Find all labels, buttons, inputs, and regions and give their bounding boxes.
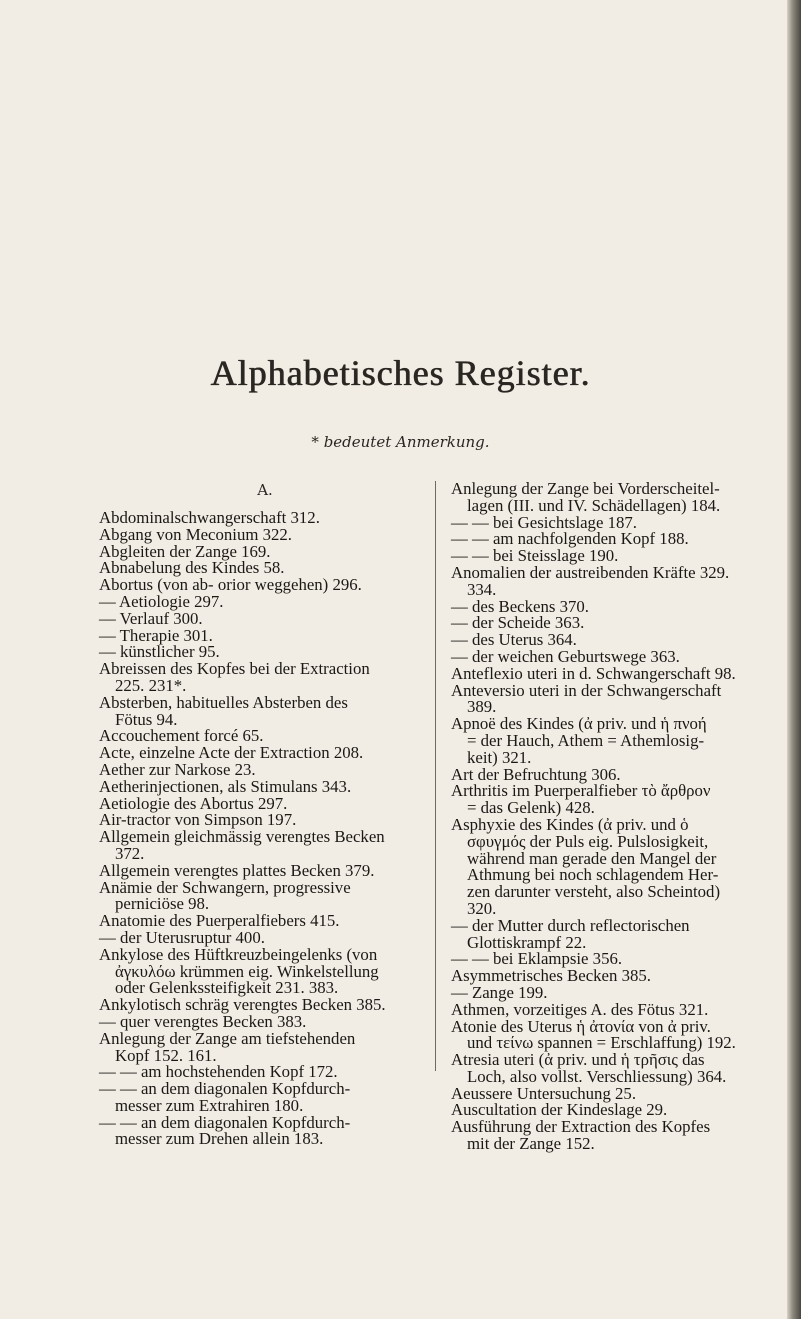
register-entry: = das Gelenk) 428. (467, 798, 595, 818)
register-entry: 372. (115, 843, 145, 863)
register-entry: Abgleiten der Zange 169. (99, 541, 271, 561)
register-entry: Atonie des Uterus ἡ ἀτονία von ἀ priv. (451, 1016, 711, 1036)
register-entry: — der Uterusruptur 400. (99, 927, 265, 947)
register-entry: Anatomie des Puerperalfiebers 415. (99, 911, 340, 931)
section-letter: A. (257, 481, 273, 499)
register-entry: Arthritis im Puerperalfieber τὸ ἄρθρον (451, 781, 711, 801)
register-entry: — der weichen Geburtswege 363. (451, 646, 680, 666)
register-entry: σφυγμός der Puls eig. Pulslosigkeit, (467, 831, 709, 851)
register-entry: Abnabelung des Kindes 58. (99, 558, 285, 578)
register-entry: = der Hauch, Athem = Athemlosig- (467, 730, 705, 750)
register-entry: Athmen, vorzeitiges A. des Fötus 321. (451, 999, 709, 1019)
register-entry: und τείνω spannen = Erschlaffung) 192. (467, 1033, 736, 1053)
register-entry: Ankylotisch schräg verengtes Becken 385. (99, 995, 386, 1015)
register-entry: oder Gelenkssteifigkeit 231. 383. (115, 978, 339, 998)
page-title: Alphabetisches Register. (210, 353, 591, 393)
register-entry: Aetiologie des Abortus 297. (99, 793, 288, 813)
register-entry: Art der Befruchtung 306. (451, 764, 621, 784)
register-entry: Absterben, habituelles Absterben des (99, 692, 348, 712)
register-entry: Asphyxie des Kindes (ἀ priv. und ὁ (451, 814, 689, 834)
register-entry: — Aetiologie 297. (99, 591, 224, 611)
book-edge (787, 0, 801, 1319)
register-entry: — der Scheide 363. (451, 613, 585, 633)
register-entry: Acte, einzelne Acte der Extraction 208. (99, 743, 364, 763)
register-entry: Aeussere Untersuchung 25. (451, 1083, 637, 1103)
register-entry: keit) 321. (467, 747, 532, 767)
register-entry: Allgemein verengtes plattes Becken 379. (99, 860, 375, 880)
register-entry: Anomalien der austreibenden Kräfte 329. (451, 562, 730, 582)
register-entry: — — an dem diagonalen Kopfdurch- (99, 1079, 351, 1099)
register-entry: lagen (III. und IV. Schädellagen) 184. (467, 495, 721, 515)
register-entry: 334. (467, 579, 497, 599)
register-entry: — — an dem diagonalen Kopfdurch- (99, 1112, 351, 1132)
register-entry: — künstlicher 95. (99, 642, 220, 662)
register-entry: Loch, also vollst. Verschliessung) 364. (467, 1066, 727, 1086)
register-entry: — — am hochstehenden Kopf 172. (99, 1062, 338, 1082)
register-entry: — — bei Gesichtslage 187. (451, 512, 637, 532)
register-entry: zen darunter versteht, also Scheintod) (467, 882, 721, 902)
right-column (451, 481, 767, 1153)
register-entry: Apnoë des Kindes (ἀ priv. und ἡ πνοή (451, 714, 707, 734)
register-entry: ἀγκυλόω krümmen eig. Winkelstellung (115, 961, 379, 981)
register-entry: Atresia uteri (ἀ priv. und ἡ τρῆσις das (451, 1050, 705, 1070)
register-entry: perniciöse 98. (115, 894, 210, 914)
register-entry: Allgemein gleichmässig verengtes Becken (99, 827, 385, 847)
register-entry: Abdominalschwangerschaft 312. (99, 508, 320, 527)
register-entry: Abortus (von ab- orior weggehen) 296. (99, 575, 362, 595)
register-entry: — des Beckens 370. (451, 596, 589, 616)
register-entry: Ankylose des Hüftkreuzbeingelenks (von (99, 944, 378, 964)
register-entry: 320. (467, 898, 497, 918)
register-entry: Athmung bei noch schlagendem Her- (467, 865, 719, 885)
register-entry: Accouchement forcé 65. (99, 726, 264, 746)
footnote-legend: * bedeutet Anmerkung. (311, 433, 490, 451)
register-entry: messer zum Extrahiren 180. (115, 1095, 304, 1115)
register-entry: mit der Zange 152. (467, 1134, 595, 1154)
register-entry: — Verlauf 300. (99, 608, 203, 628)
register-entry: Air-tractor von Simpson 197. (99, 810, 297, 830)
left-column (99, 510, 421, 1148)
register-entry: 389. (467, 697, 497, 717)
register-entry: Fötus 94. (115, 709, 178, 729)
register-entry: Kopf 152. 161. (115, 1045, 217, 1065)
register-entry: Asymmetrisches Becken 385. (451, 966, 651, 986)
register-entry: Anlegung der Zange am tiefstehenden (99, 1028, 356, 1048)
register-entry: — Zange 199. (451, 982, 548, 1002)
register-entry: Anlegung der Zange bei Vorderscheitel- (451, 479, 720, 498)
register-entry: während man gerade den Mangel der (467, 848, 717, 868)
register-entry: Aetherinjectionen, als Stimulans 343. (99, 776, 352, 796)
register-entry: — der Mutter durch reflectorischen (451, 915, 690, 935)
register-entry: — Therapie 301. (99, 625, 213, 645)
register-entry: Aether zur Narkose 23. (99, 759, 256, 779)
register-entry: Abreissen des Kopfes bei der Extraction (99, 659, 370, 679)
register-entry: — quer verengtes Becken 383. (99, 1011, 307, 1031)
register-entry: Anämie der Schwangern, progressive (99, 877, 351, 897)
register-entry: Abgang von Meconium 322. (99, 524, 292, 544)
register-entry: Auscultation der Kindeslage 29. (451, 1100, 668, 1120)
register-entry: — — am nachfolgenden Kopf 188. (451, 529, 689, 549)
column-divider (435, 481, 436, 1071)
register-entry: — — bei Eklampsie 356. (451, 949, 623, 969)
register-entry: Glottiskrampf 22. (467, 932, 587, 952)
register-entry: — — bei Steisslage 190. (451, 546, 619, 566)
register-entry: 225. 231*. (115, 675, 187, 695)
register-entry: — des Uterus 364. (451, 630, 577, 650)
register-entry: Ausführung der Extraction des Kopfes (451, 1117, 711, 1137)
register-entry: Anteversio uteri in der Schwangerschaft (451, 680, 722, 700)
register-entry: messer zum Drehen allein 183. (115, 1129, 324, 1149)
register-entry: Anteflexio uteri in d. Schwangerschaft 98. (451, 663, 736, 683)
